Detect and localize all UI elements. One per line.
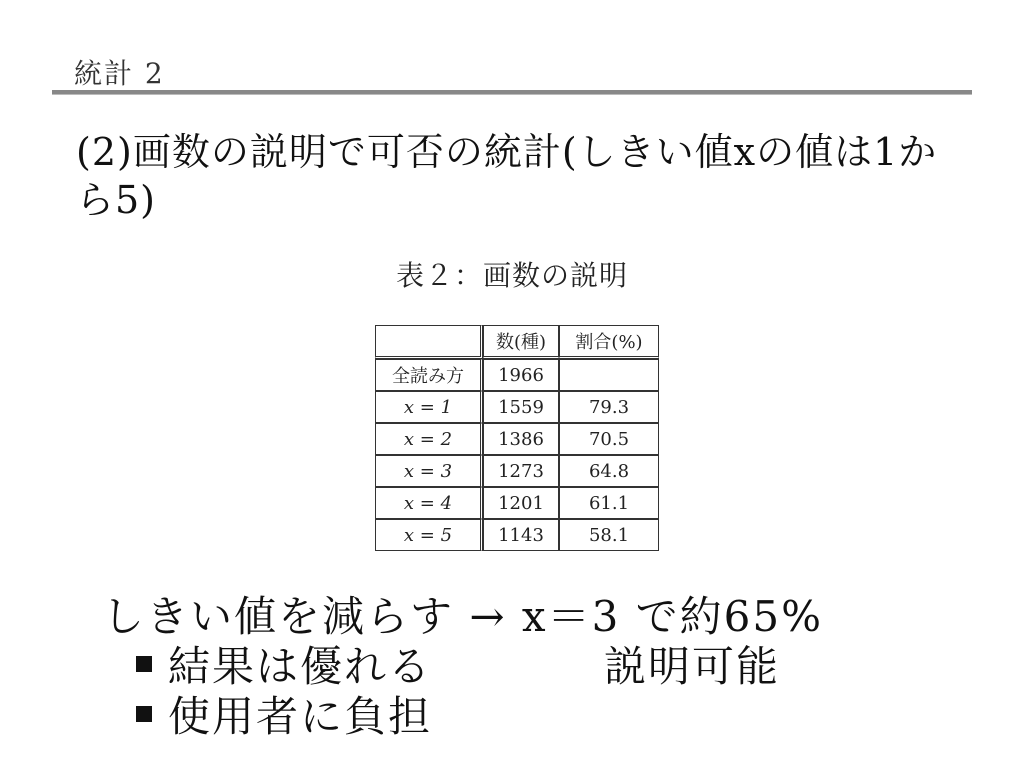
slide-label: 統計 2 xyxy=(74,57,165,90)
row-label: x = 4 xyxy=(375,487,483,519)
row-label: x = 1 xyxy=(375,391,483,423)
row-count: 1143 xyxy=(483,519,559,551)
header-cell-blank xyxy=(375,325,483,359)
title-rule xyxy=(52,90,972,95)
table-row xyxy=(375,455,659,487)
header-cell-ratio: 割合(%) xyxy=(559,325,659,359)
row-count: 1966 xyxy=(483,359,559,391)
row-count: 1559 xyxy=(483,391,559,423)
row-ratio xyxy=(559,359,659,391)
result-line: しきい値を減らす → x＝3 で約65% xyxy=(102,592,824,641)
square-bullet-icon xyxy=(136,706,152,722)
table-row xyxy=(375,423,659,455)
table-row xyxy=(375,391,659,423)
row-ratio: 58.1 xyxy=(559,519,659,551)
square-bullet-icon xyxy=(136,656,152,672)
row-label: x = 5 xyxy=(375,519,483,551)
row-ratio: 61.1 xyxy=(559,487,659,519)
row-count: 1201 xyxy=(483,487,559,519)
row-count: 1386 xyxy=(483,423,559,455)
table-row xyxy=(375,487,659,519)
row-count: 1273 xyxy=(483,455,559,487)
side-note: 説明可能 xyxy=(604,642,781,691)
table-header-row xyxy=(375,325,659,359)
row-label: x = 2 xyxy=(375,423,483,455)
row-ratio: 70.5 xyxy=(559,423,659,455)
row-ratio: 64.8 xyxy=(559,455,659,487)
table-caption: 表２：画数の説明 xyxy=(395,259,628,292)
table-row xyxy=(375,359,659,391)
bullet-text: 結果は優れる xyxy=(168,642,433,691)
row-ratio: 79.3 xyxy=(559,391,659,423)
row-label: 全読み方 xyxy=(375,359,483,391)
slide-heading: (2)画数の説明で可否の統計(しきい値xの値は1から5) xyxy=(76,130,938,222)
bullet-text: 使用者に負担 xyxy=(168,692,433,741)
stats-table xyxy=(375,325,659,551)
table-row xyxy=(375,519,659,551)
row-label: x = 3 xyxy=(375,455,483,487)
bullet-item xyxy=(136,684,432,744)
header-cell-count: 数(種) xyxy=(483,325,559,359)
